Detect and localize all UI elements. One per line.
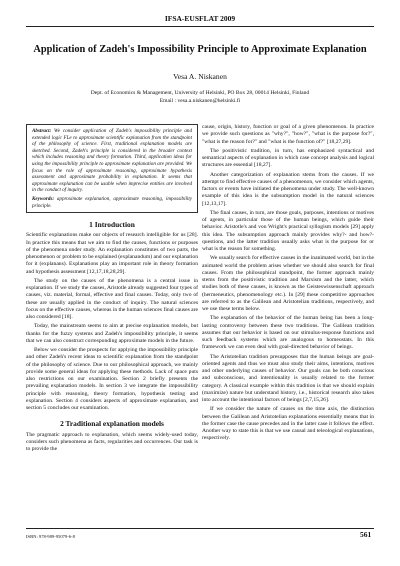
right-paragraph-8: If we consider the nature of causes on the time axis, the distinction between the Galilean and Aristotelian explanations essentially means that in the former case the cause precedes and in the latter case it follows the effect. Another way to state this is that we use causal and teleological explanations, respectively.: [202, 406, 374, 442]
header-rule: [26, 26, 374, 27]
keywords-text: approximate explanation, approximate reasoning, impossibility principle.: [32, 195, 192, 209]
right-paragraph-6: The explanation of the behavior of the human being has been a long-lasting controversy between these two traditions. The Galilean tradition assumes that our behavior is based on our stimulus-response functions and such feedback systems which are analogous to homeostats. In this framework we can even deal with goal-directed behavior of beings.: [202, 315, 374, 351]
footer-rule: [26, 528, 374, 529]
running-header: IFSA-EUSFLAT 2009: [164, 14, 236, 23]
affiliation: [0, 90, 400, 105]
keywords-label: Keywords:: [32, 195, 55, 202]
left-column: [26, 124, 198, 455]
right-paragraph-1: cause, origin, history, function or goal of a given phenomenon. In practice we provide such questions as "why?", "how?", "what is the purpose for?", "what is the reason for?" and "what is the function of?" [18,27,29].: [202, 124, 374, 145]
abstract-text: We consider application of Zadeh's impossibility principle and extended logic FLe to approximate scientific explanation from the standpoint of the philosophy of science. First, traditional explanation models are sketched. Second, Zadeh's principle is considered in the broader context which includes reasoning and theory formation. Third, application ideas for using the impossibility principle to approximate explanation are provided. We focus on the role of approximate reasoning, approximate hypothesis assessment and approximate probability in explanation. It seems that approximate explanation can be usable when imprecise entities are involved in the conduct of inquiry.: [32, 128, 192, 194]
section-1-paragraph-3: Today, the mainstream seems to aim at precise explanation models, but thanks for the fuzzy systems and Zadeh's impossibility principle, it seems that we can also construct corresponding approximate models in the future.: [26, 323, 198, 344]
footer-isbn: ISBN: 978-989-95079-6-8: [26, 534, 75, 539]
keywords: [32, 196, 192, 209]
right-paragraph-4: The final causes, in turn, are those goals, purposes, intentions or motives of agents, in particular those of the human beings, which guide their behavior. Aristotle's and von Wright's practical syllogism models [29] apply this idea. The subsumption approach mainly provides why?- and how?-questions, and the latter tradition usually asks what is the purpose for or what is the reason for something.: [202, 209, 374, 252]
section-2-paragraph-1: The pragmatic approach to explanation, which seems widely-used today, considers such phenomena as facts, regularities and occurrences. Our task is to provide the: [26, 431, 198, 453]
section-1-heading: 1 Introduction: [89, 220, 135, 230]
section-1-paragraph-1: Scientific explanations make our objects of research intelligible for us [28]. In practice this means that we aim to find the causes, functions or purposes of the phenomena under study. An explanation constitutes of two parts, the phenomenon or problem to be explained (explanandum) and our explanation for it (explanans). Explanations play an important role in theory formation and hypothesis assessment [12,17,18,28,29].: [26, 232, 198, 275]
affiliation-email: Email : vesa.a.niskanen@helsinki.fi: [159, 97, 241, 104]
abstract-box: [26, 124, 198, 213]
author-name: Vesa A. Niskanen: [173, 72, 227, 81]
right-paragraph-3: Another categorization of explanation stems from the causes. If we attempt to find effective causes of a phenomenon, we consider which agents, factors or events have initiated the phenomena under study. The well-known example of this idea is the subsumption model in the natural sciences [12,13,17].: [202, 171, 374, 207]
affiliation-address: Dept. of Economics & Management, University of Helsinki, PO Box 28, 00014 Helsinki, Finland: [90, 90, 310, 96]
section-1-paragraph-2: The study on the causes of the phenomena is a central issue in explanation. If we study the causes, Aristotle already suggested four types of causes, viz. material, formal, effective and final causes. Today, only two of these are usually applied in the conduct of inquiry. The natural sciences focus on the effective causes, whereas in the human sciences final causes are also considered [18].: [26, 277, 198, 321]
page-number: 561: [360, 530, 372, 539]
right-paragraph-5: We usually search for effective causes in the inanimated world, but in the animated world the problem arises whether we should also search for final causes. From the philosophical standpoint, the former approach mainly stems from the positivistic tradition and Marxism and the latter, which studies both of these causes, is known as the Geisteswissenschaft approach (hermeneutics, phenomenology etc.). In [29] these competitive approaches are referred to as the Galilean and Aristotelian traditions, respectively, and we use these terms below.: [202, 255, 374, 312]
paper-title: Application of Zadeh's Impossibility Principle to Approximate Explanation: [33, 44, 367, 55]
abstract-label: Abstract:: [32, 128, 52, 134]
section-1-paragraph-4: Below we consider the prospects for applying the impossibility principle and other Zadeh's recent ideas to scientific explanation from the standpoint of the philosophy of science. Due to our philosophical approach, we mainly provide some general ideas for applying these methods. Lack of space puts also restrictions on our examination. Section 2 briefly presents the prevailing explanation models. In section 3 we integrate the impossibility principle with reasoning, theory formation, hypothesis testing and explanation. Section 4 considers aspects of approximate explanation, and section 5 concludes our examination.: [26, 347, 198, 412]
right-column: [202, 124, 374, 445]
section-2-heading: 2 Traditional explanation models: [60, 419, 164, 429]
right-paragraph-7: The Aristotelian tradition presupposes that the human beings are goal-oriented agents and thus we must also study their aims, intentions, motives and other underlying causes of behavior. Our goals can be both conscious and subconscious, and intentionality is usually related to the former category. A classical example within this tradition is that we should explain (maximize) nature but understand history, i.e., historical research also takes into account the intentional factors of beings [2,7,15,26].: [202, 353, 374, 403]
right-paragraph-2: The positivistic tradition, in turn, has emphasized syntactical and semantical aspects of explanation in which case concept analysis and logical structures are essential [18,27].: [202, 147, 374, 169]
